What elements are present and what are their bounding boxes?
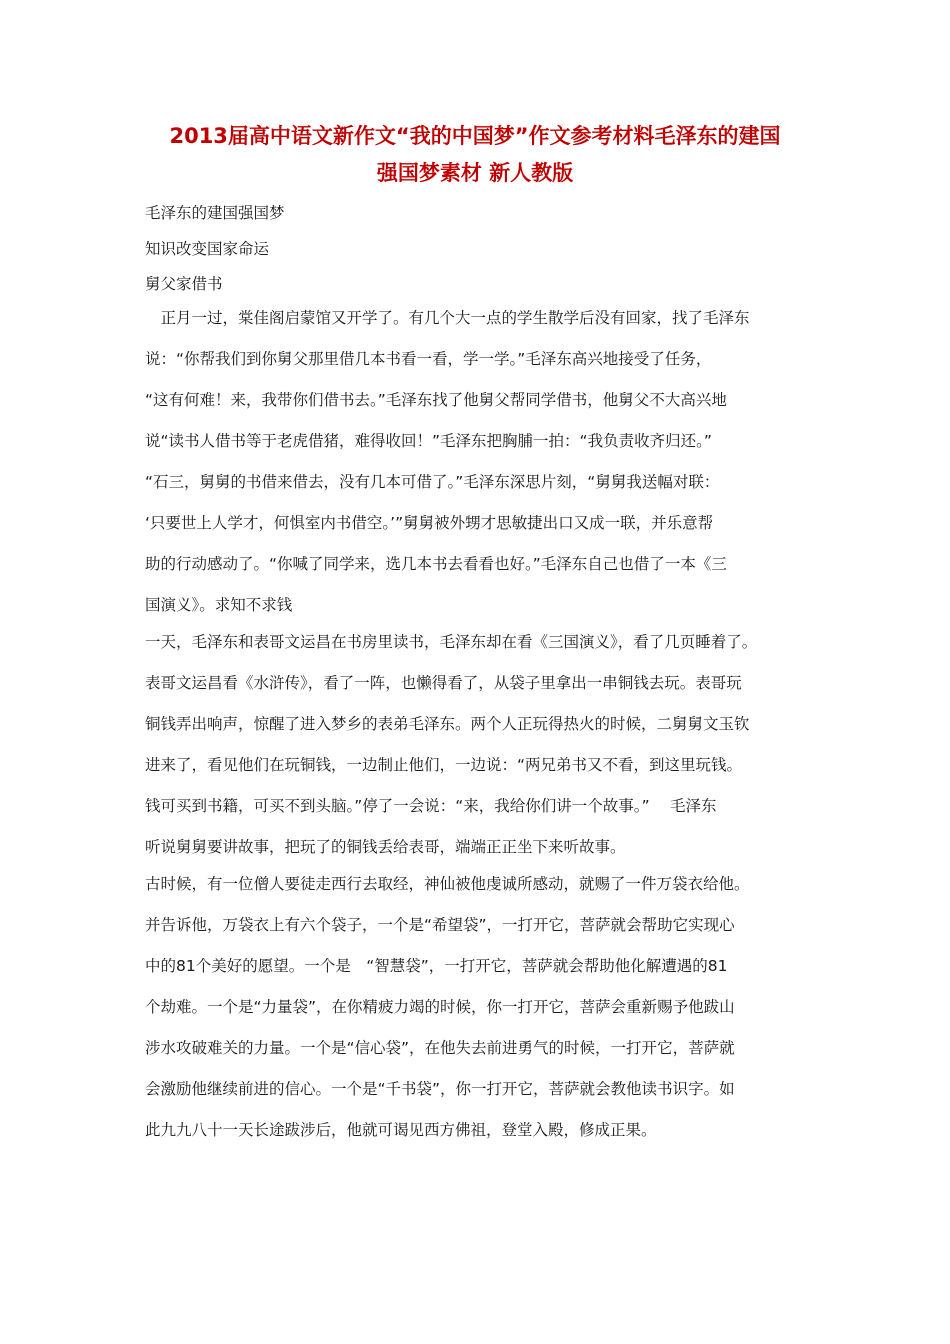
paragraph-line: 铜钱弄出响声，惊醒了进入梦乡的表弟毛泽东。两个人正玩得热火的时候，二舅舅文玉钦 bbox=[145, 715, 750, 733]
heading-borrow-books: 舅父家借书 bbox=[145, 275, 223, 293]
paragraph-line: “石三，舅舅的书借来借去，没有几本可借了。”毛泽东深思片刻，“舅舅我送幅对联： bbox=[145, 473, 720, 491]
paragraph-line: “这有何难！来，我带你们借书去。”毛泽东找了他舅父帮同学借书，他舅父不大高兴地 bbox=[145, 391, 727, 409]
paragraph-line: 会激励他继续前进的信心。一个是“千书袋”，你一打开它，菩萨就会教他读书识字。如 bbox=[145, 1080, 735, 1098]
paragraph-line: 个劫难。一个是“力量袋”，在你精疲力竭的时候，你一打开它，菩萨会重新赐予他跋山 bbox=[145, 998, 735, 1016]
paragraph-line: 进来了，看见他们在玩铜钱，一边制止他们，一边说：“两兄弟书又不看，到这里玩钱。 bbox=[145, 756, 743, 774]
heading-mao-dream: 毛泽东的建国强国梦 bbox=[145, 204, 285, 222]
paragraph-line: ‘只要世上人学才，何惧室内书借空。’”舅舅被外甥才思敏捷出口又成一联，并乐意帮 bbox=[145, 514, 714, 532]
paragraph-line: 听说舅舅要讲故事，把玩了的铜钱丢给表哥，端端正正坐下来听故事。 bbox=[145, 838, 626, 856]
paragraph-line: 此九九八十一天长途跋涉后，他就可谒见西方佛祖，登堂入殿，修成正果。 bbox=[145, 1121, 657, 1139]
document-title-line-2: 强国梦素材 新人教版 bbox=[376, 161, 574, 185]
paragraph-line: 说：“你帮我们到你舅父那里借几本书看一看，学一学。”毛泽东高兴地接受了任务， bbox=[145, 350, 712, 368]
paragraph-line: 国演义》。求知不求钱 bbox=[145, 596, 293, 614]
paragraph-line: 并告诉他，万袋衣上有六个袋子，一个是“希望袋”，一打开它，菩萨就会帮助它实现心 bbox=[145, 916, 735, 934]
document-title-line-1: 2013届高中语文新作文“我的中国梦”作文参考材料毛泽东的建国 bbox=[169, 124, 781, 148]
paragraph-line: 钱可买到书籍，可买不到头脑。”停了一会说：“来，我给你们讲一个故事。” 毛泽东 bbox=[145, 797, 717, 815]
heading-knowledge: 知识改变国家命运 bbox=[145, 240, 270, 258]
paragraph-line: 一天，毛泽东和表哥文运昌在书房里读书，毛泽东却在看《三国演义》，看了几页睡着了。 bbox=[145, 633, 758, 651]
paragraph-line: 涉水攻破难关的力量。一个是“信心袋”，在他失去前进勇气的时候，一打开它，菩萨就 bbox=[145, 1039, 735, 1057]
paragraph-line: 古时候，有一位僧人要徒走西行去取经，神仙被他虔诚所感动，就赐了一件万袋衣给他。 bbox=[145, 875, 750, 893]
paragraph-line: 说“读书人借书等于老虎借猪，难得收回！”毛泽东把胸脯一拍：“我负责收齐归还。” bbox=[145, 432, 712, 450]
paragraph-line: 表哥文运昌看《水浒传》，看了一阵，也懒得看了，从袋子里拿出一串铜钱去玩。表哥玩 bbox=[145, 674, 742, 692]
paragraph-line: 正月一过，棠佳阁启蒙馆又开学了。有几个大一点的学生散学后没有回家，找了毛泽东 bbox=[145, 309, 750, 327]
paragraph-line: 助的行动感动了。“你喊了同学来，选几本书去看看也好。”毛泽东自己也借了一本《三 bbox=[145, 555, 727, 573]
paragraph-line: 中的81个美好的愿望。一个是 “智慧袋”，一打开它，菩萨就会帮助他化解遭遇的81 bbox=[145, 957, 728, 975]
